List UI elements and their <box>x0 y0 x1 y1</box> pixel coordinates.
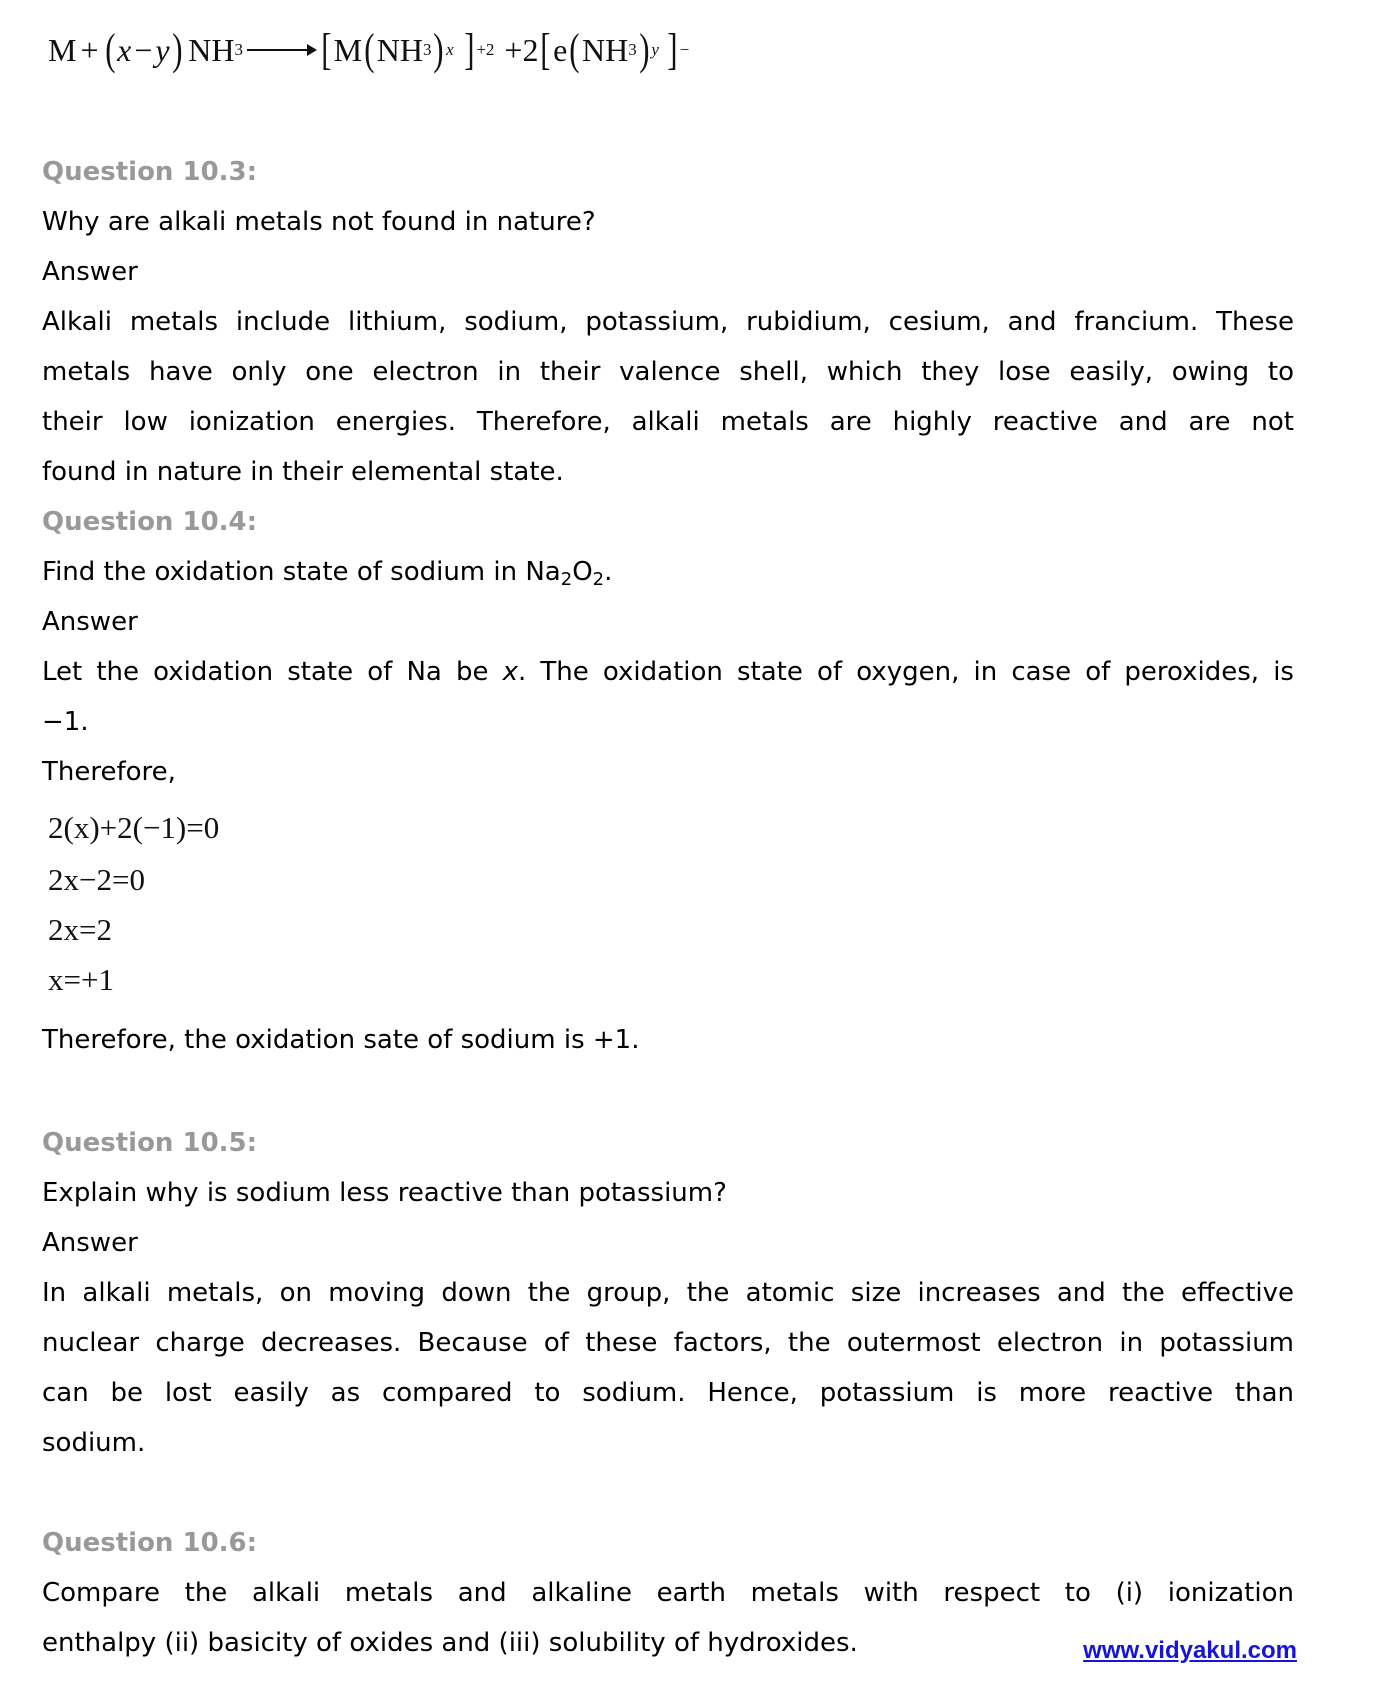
math-step: 2x=2 <box>48 912 112 947</box>
answer-line: can be lost easily as compared to sodium. Hence, potassium is more reactive than <box>42 1378 1294 1408</box>
math-step: 2(x)+2(−1)=0 <box>48 810 220 845</box>
eq-metal: M <box>48 31 77 68</box>
bracket-close-2: ] <box>667 25 678 74</box>
answer-text: Let the oxidation state of Na be <box>42 657 503 687</box>
answer-label: Answer <box>42 1228 138 1258</box>
eq-p1-ligand: NH <box>376 31 423 68</box>
paren-open-p1: ( <box>364 25 375 74</box>
conclusion: Therefore, the oxidation sate of sodium is +1. <box>42 1025 640 1055</box>
answer-label: Answer <box>42 257 138 287</box>
subscript: 2 <box>560 569 573 590</box>
ammonia-reaction-equation <box>48 18 689 82</box>
eq-p1-metal: M <box>333 31 363 68</box>
question-text-suffix: . <box>604 557 613 587</box>
question-text: Explain why is sodium less reactive than potassium? <box>42 1178 727 1208</box>
eq-paren-close: ) <box>171 25 183 74</box>
question-heading: Question 10.5: <box>42 1128 258 1158</box>
question-text: Compare the alkali metals and alkaline earth metals with respect to (i) ionization <box>42 1578 1294 1608</box>
answer-line: −1. <box>42 707 89 737</box>
answer-text: . The oxidation state of oxygen, in case of peroxides, is <box>518 657 1294 687</box>
answer-line: metals have only one electron in their valence shell, which they lose easily, owing to <box>42 357 1294 387</box>
question-heading: Question 10.6: <box>42 1528 258 1558</box>
paren-close-p2: ) <box>638 25 650 74</box>
answer-line: sodium. <box>42 1428 146 1458</box>
answer-line: Alkali metals include lithium, sodium, potassium, rubidium, cesium, and francium. These <box>42 307 1294 337</box>
question-text-prefix: Find the oxidation state of sodium in Na <box>42 557 561 587</box>
answer-label: Answer <box>42 607 138 637</box>
eq-x: x <box>117 31 132 68</box>
question-text-oxygen: O <box>572 557 593 587</box>
eq-ammonia: NH <box>188 31 235 68</box>
bracket-open-1: [ <box>321 25 332 74</box>
question-heading: Question 10.4: <box>42 507 258 537</box>
bracket-open-2: [ <box>540 25 551 74</box>
question-text: enthalpy (ii) basicity of oxides and (iii) solubility of hydroxides. <box>42 1628 858 1658</box>
eq-p2-charge: − <box>679 40 690 59</box>
eq-p2-ligand: NH <box>581 31 629 68</box>
eq-p1-count: x <box>446 40 454 59</box>
answer-line: found in nature in their elemental state. <box>42 457 564 487</box>
question-heading: Question 10.3: <box>42 157 258 187</box>
eq-p2-count: y <box>651 40 659 59</box>
eq-p2-electron: e <box>553 31 568 68</box>
answer-line: their low ionization energies. Therefore, alkali metals are highly reactive and are not <box>42 407 1294 437</box>
paren-close-p1: ) <box>433 25 444 74</box>
reaction-arrow-icon <box>247 49 315 51</box>
question-text <box>42 547 1294 597</box>
eq-minus: − <box>134 31 153 68</box>
eq-paren-open: ( <box>104 25 115 74</box>
question-text: Why are alkali metals not found in nature? <box>42 207 596 237</box>
answer-line: nuclear charge decreases. Because of these factors, the outermost electron in potassium <box>42 1328 1294 1358</box>
eq-p1-ligand-sub: 3 <box>422 40 432 59</box>
eq-y: y <box>155 31 170 68</box>
eq-p1-charge: +2 <box>476 40 495 59</box>
paren-open-p2: ( <box>569 25 580 74</box>
eq-plus: + <box>80 31 99 68</box>
eq-p2-coefficient: +2 <box>504 31 539 68</box>
subscript: 2 <box>592 569 605 590</box>
bracket-close-1: ] <box>463 25 475 74</box>
math-step: x=+1 <box>48 962 114 997</box>
therefore-label: Therefore, <box>42 757 176 787</box>
vidyakul-link[interactable]: www.vidyakul.com <box>1083 1637 1297 1664</box>
answer-line <box>42 647 1294 697</box>
answer-variable: x <box>502 657 519 687</box>
answer-line: In alkali metals, on moving down the group, the atomic size increases and the effective <box>42 1278 1294 1308</box>
eq-ammonia-sub: 3 <box>234 40 243 59</box>
math-step: 2x−2=0 <box>48 862 145 897</box>
eq-p2-ligand-sub: 3 <box>628 40 637 59</box>
